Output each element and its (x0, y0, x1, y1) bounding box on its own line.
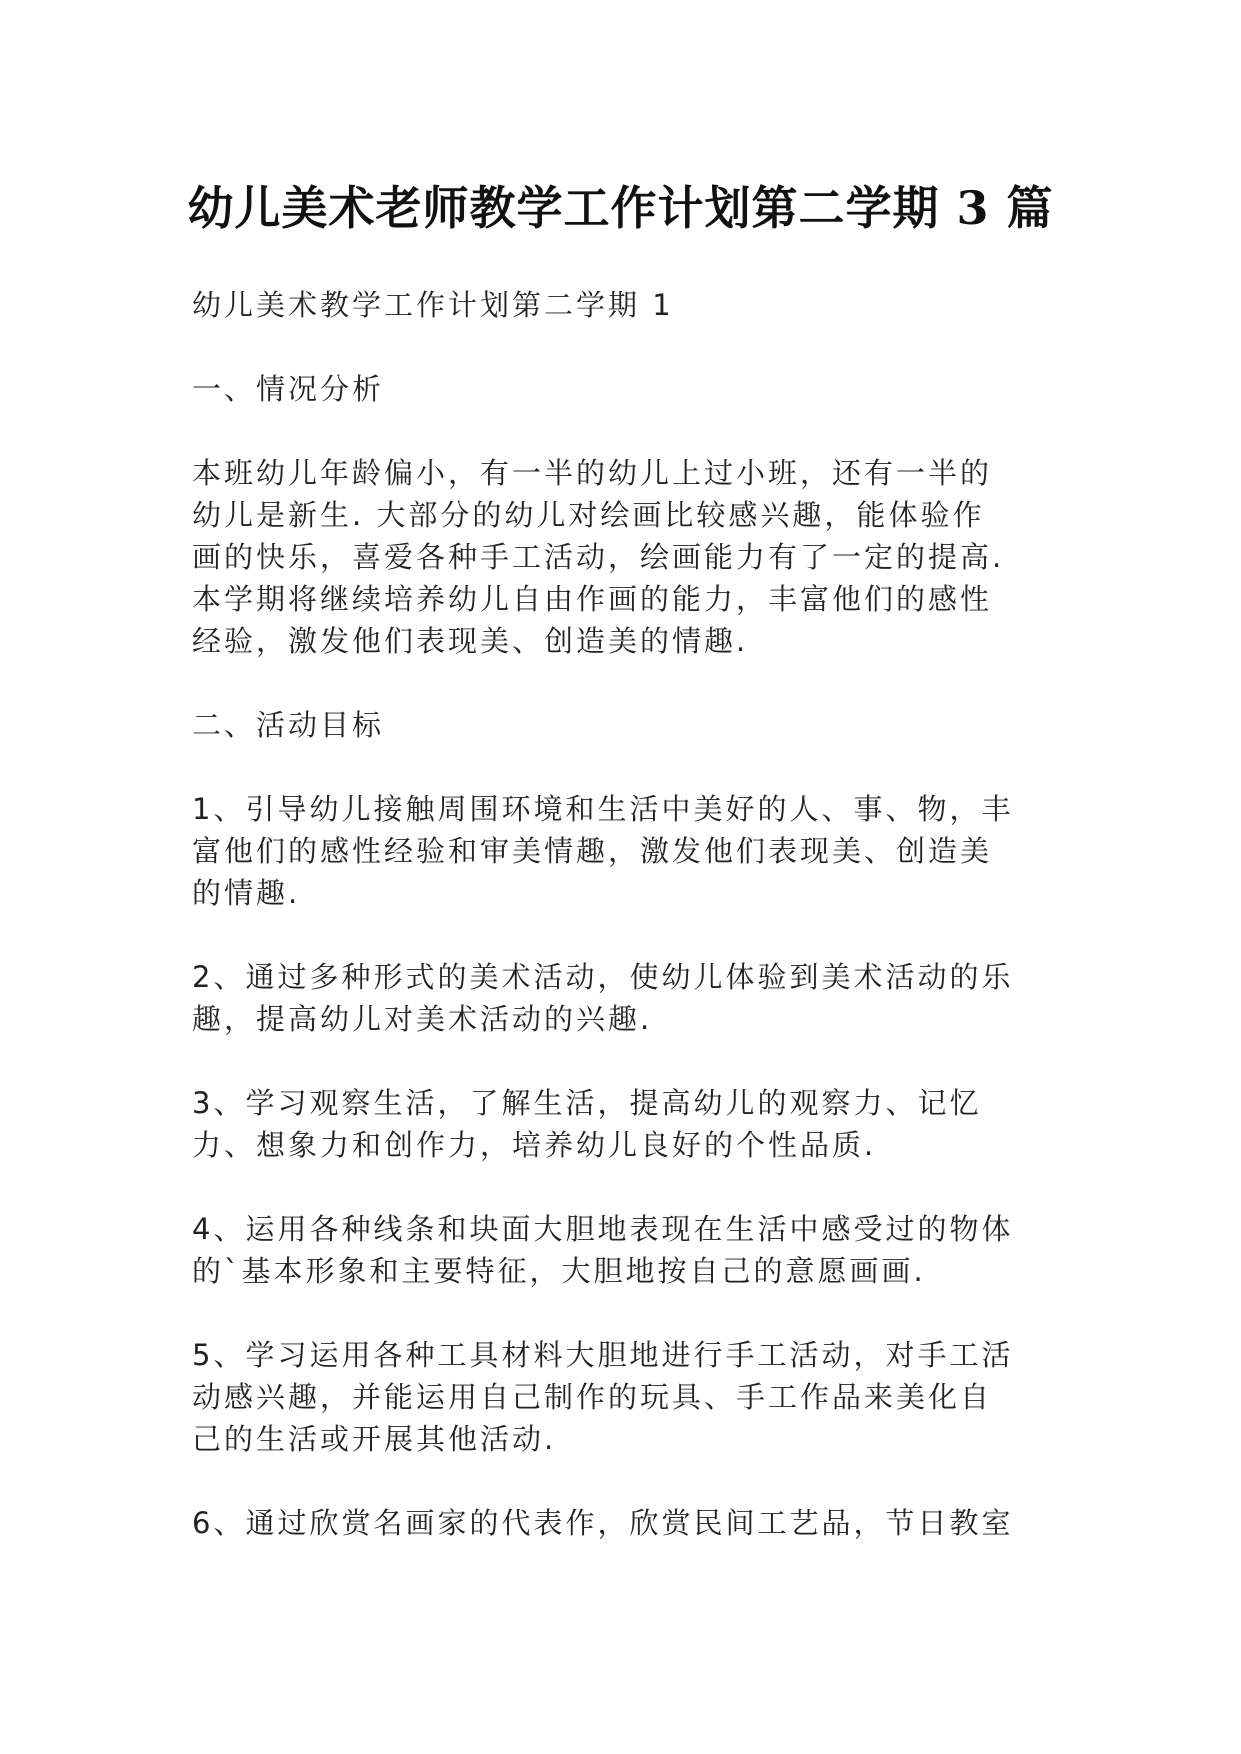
plan-subtitle: 幼儿美术教学工作计划第二学期 1 (192, 288, 674, 322)
goal-line: 力、想象力和创作力，培养幼儿良好的个性品质. (192, 1128, 877, 1162)
paragraph-line: 画的快乐，喜爱各种手工活动，绘画能力有了一定的提高. (192, 540, 1005, 574)
goal-line: 趣，提高幼儿对美术活动的兴趣. (192, 1002, 653, 1036)
document-title: 幼儿美术老师教学工作计划第二学期 3 篇 (187, 181, 1054, 235)
goal-line: 2、通过多种形式的美术活动，使幼儿体验到美术活动的乐 (192, 960, 1014, 994)
goal-item-3 (192, 1082, 1052, 1166)
goal-line: 1、引导幼儿接触周围环境和生活中美好的人、事、物，丰 (192, 792, 1014, 826)
paragraph-line: 经验，激发他们表现美、创造美的情趣. (192, 624, 749, 658)
goal-line: 4、运用各种线条和块面大胆地表现在生活中感受过的物体 (192, 1212, 1014, 1246)
paragraph-line: 本班幼儿年龄偏小，有一半的幼儿上过小班，还有一半的 (192, 456, 993, 490)
paragraph-line: 幼儿是新生. 大部分的幼儿对绘画比较感兴趣，能体验作 (192, 498, 985, 532)
goal-item-5 (192, 1334, 1052, 1460)
goal-item-4 (192, 1208, 1052, 1292)
goal-line: 5、学习运用各种工具材料大胆地进行手工活动，对手工活 (192, 1338, 1014, 1372)
situation-analysis-paragraph (192, 452, 1052, 662)
section-heading-situation-analysis: 一、情况分析 (192, 372, 385, 406)
section-heading-activity-goals: 二、活动目标 (192, 708, 385, 742)
goal-line: 的情趣. (192, 876, 301, 910)
goal-line: 富他们的感性经验和审美情趣，激发他们表现美、创造美 (192, 834, 993, 868)
goal-item-1 (192, 788, 1052, 914)
goal-line: 动感兴趣，并能运用自己制作的玩具、手工作品来美化自 (192, 1380, 993, 1414)
goal-line: 的`基本形象和主要特征，大胆地按自己的意愿画画. (192, 1254, 926, 1288)
document-body (192, 284, 1052, 1586)
goal-line: 3、学习观察生活，了解生活，提高幼儿的观察力、记忆 (192, 1086, 982, 1120)
goal-item-2 (192, 956, 1052, 1040)
paragraph-line: 本学期将继续培养幼儿自由作画的能力，丰富他们的感性 (192, 582, 993, 616)
goal-line: 6、通过欣赏名画家的代表作，欣赏民间工艺品，节日教室 (192, 1506, 1014, 1540)
goal-line: 己的生活或开展其他活动. (192, 1422, 557, 1456)
goal-item-6 (192, 1502, 1052, 1544)
